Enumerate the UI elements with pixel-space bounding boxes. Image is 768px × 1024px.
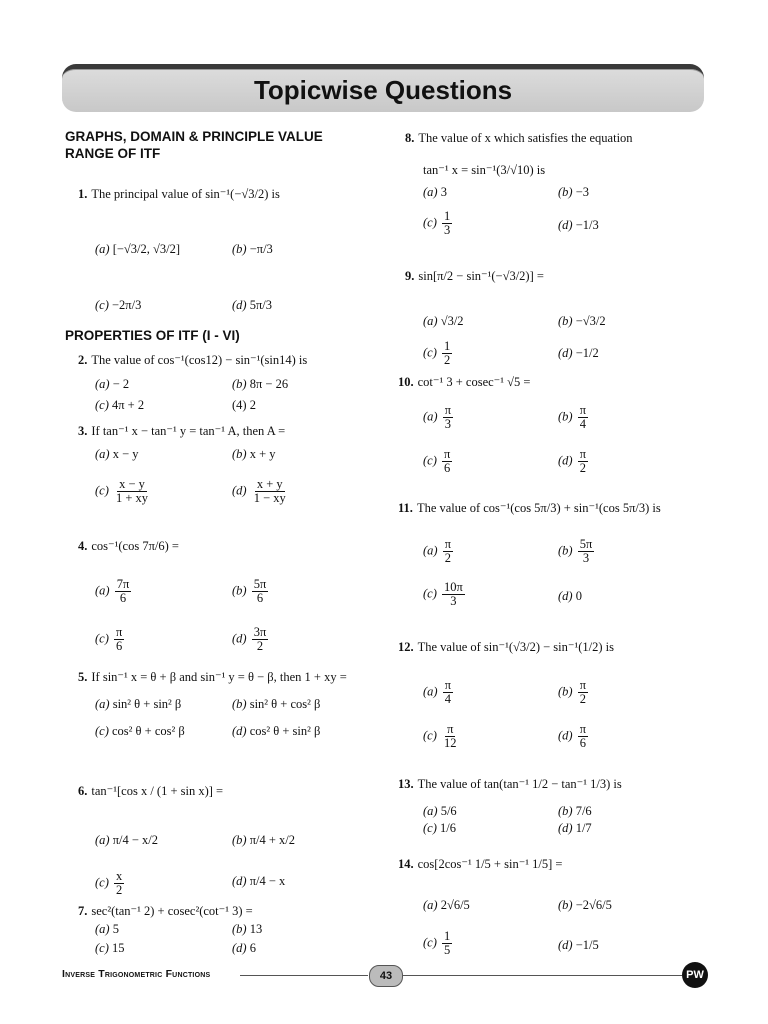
q10-option-b: (b) $\frac{\pi}{4}$ xyxy=(558,403,587,431)
q8-option-a: (a) 3 xyxy=(423,185,447,199)
question-14: 14. cos[2cos⁻¹ 1/5 + sin⁻¹ 1/5] = xyxy=(398,857,563,871)
q12-option-a: (a) $\frac{\pi}{4}$ xyxy=(423,678,452,706)
page-number: 43 xyxy=(369,965,403,987)
q6-option-b: (b) π/4 + x/2 xyxy=(232,833,296,847)
q8-option-b: (b) −3 xyxy=(558,185,590,199)
q2-option-a: (a) − 2 xyxy=(95,377,130,391)
footer-rule-left xyxy=(240,975,368,976)
q12-option-b: (b) $\frac{\pi}{2}$ xyxy=(558,678,587,706)
q3-option-d: (d) $\frac{x + y}{1 - xy}$ xyxy=(232,477,286,505)
q3-option-a: (a) x − y xyxy=(95,447,139,461)
question-4: 4. cos⁻¹(cos 7π/6) = xyxy=(78,539,179,553)
q5-option-a: (a) sin² θ + sin² β xyxy=(95,697,182,711)
q1-option-a: (a) [−√3/2, √3/2] xyxy=(95,242,180,256)
q13-option-c: (c) 1/6 xyxy=(423,821,456,835)
q5-option-b: (b) sin² θ + cos² β xyxy=(232,697,321,711)
q13-option-d: (d) 1/7 xyxy=(558,821,592,835)
q8-option-d: (d) −1/3 xyxy=(558,218,599,232)
q2-option-b: (b) 8π − 26 xyxy=(232,377,289,391)
q9-option-a: (a) √3/2 xyxy=(423,314,464,328)
q11-option-c: (c) $\frac{10\pi}{3}$ xyxy=(423,580,463,608)
question-13: 13. The value of tan(tan⁻¹ 1/2 − tan⁻¹ 1/3) is xyxy=(398,777,622,791)
q9-option-b: (b) −√3/2 xyxy=(558,314,606,328)
q7-option-c: (c) 15 xyxy=(95,941,125,955)
q6-option-a: (a) π/4 − x/2 xyxy=(95,833,159,847)
q1-option-b: (b) −π/3 xyxy=(232,242,273,256)
q7-option-a: (a) 5 xyxy=(95,922,119,936)
q14-option-d: (d) −1/5 xyxy=(558,938,599,952)
q6-option-d: (d) π/4 − x xyxy=(232,874,286,888)
question-8: 8. The value of x which satisfies the equation xyxy=(405,131,633,145)
q9-option-c: (c) $\frac{1}{2}$ xyxy=(423,339,451,367)
q14-option-b: (b) −2√6/5 xyxy=(558,898,612,912)
question-2: 2. The value of cos⁻¹(cos12) − sin⁻¹(sin14) is xyxy=(78,353,308,367)
q3-option-c: (c) $\frac{x - y}{1 + xy}$ xyxy=(95,477,149,505)
q11-option-a: (a) $\frac{\pi}{2}$ xyxy=(423,537,452,565)
title-banner xyxy=(62,64,704,112)
q6-option-c: (c) $\frac{x}{2}$ xyxy=(95,869,123,897)
question-9: 9. sin[π/2 − sin⁻¹(−√3/2)] = xyxy=(405,269,544,283)
q13-option-a: (a) 5/6 xyxy=(423,804,457,818)
q10-option-d: (d) $\frac{\pi}{2}$ xyxy=(558,447,587,475)
publisher-logo: PW xyxy=(682,962,708,988)
q11-option-b: (b) $\frac{5\pi}{3}$ xyxy=(558,537,593,565)
q10-option-a: (a) $\frac{\pi}{3}$ xyxy=(423,403,452,431)
q12-option-d: (d) $\frac{\pi}{6}$ xyxy=(558,722,587,750)
footer-chapter-title: Inverse Trigonometric Functions xyxy=(62,968,211,980)
q7-option-d: (d) 6 xyxy=(232,941,256,955)
q13-option-b: (b) 7/6 xyxy=(558,804,592,818)
section-heading-properties: PROPERTIES OF ITF (I - VI) xyxy=(65,328,240,343)
question-10: 10. cot⁻¹ 3 + cosec⁻¹ √5 = xyxy=(398,375,531,389)
q12-option-c: (c) $\frac{\pi}{12}$ xyxy=(423,722,457,750)
q4-option-c: (c) $\frac{\pi}{6}$ xyxy=(95,625,123,653)
question-5: 5. If sin⁻¹ x = θ + β and sin⁻¹ y = θ − β, then 1 + xy = xyxy=(78,670,347,684)
q10-option-c: (c) $\frac{\pi}{6}$ xyxy=(423,447,451,475)
q4-option-a: (a) $\frac{7\pi}{6}$ xyxy=(95,577,130,605)
q14-option-c: (c) $\frac{1}{5}$ xyxy=(423,929,451,957)
question-3: 3. If tan⁻¹ x − tan⁻¹ y = tan⁻¹ A, then A = xyxy=(78,424,286,438)
section-heading-graphs: GRAPHS, DOMAIN & PRINCIPLE VALUE RANGE OF ITF xyxy=(65,129,323,161)
footer-rule-right xyxy=(402,975,682,976)
q1-option-c: (c) −2π/3 xyxy=(95,298,142,312)
q8-option-c: (c) $\frac{1}{3}$ xyxy=(423,209,451,237)
question-7: 7. sec²(tan⁻¹ 2) + cosec²(cot⁻¹ 3) = xyxy=(78,904,253,918)
question-1: 1. The principal value of sin⁻¹(−√3/2) is xyxy=(78,187,280,201)
q5-option-d: (d) cos² θ + sin² β xyxy=(232,724,321,738)
q4-option-b: (b) $\frac{5\pi}{6}$ xyxy=(232,577,267,605)
q2-option-d: (4) 2 xyxy=(232,398,256,412)
q4-option-d: (d) $\frac{3\pi}{2}$ xyxy=(232,625,267,653)
q1-option-d: (d) 5π/3 xyxy=(232,298,272,312)
question-8-equation: tan⁻¹ x = sin⁻¹(3/√10) is xyxy=(423,163,546,177)
question-6: 6. tan⁻¹[cos x / (1 + sin x)] = xyxy=(78,784,224,798)
q14-option-a: (a) 2√6/5 xyxy=(423,898,470,912)
question-11: 11. The value of cos⁻¹(cos 5π/3) + sin⁻¹(cos 5π/3) is xyxy=(398,501,661,515)
q7-option-b: (b) 13 xyxy=(232,922,263,936)
page-title: Topicwise Questions xyxy=(253,75,513,105)
q2-option-c: (c) 4π + 2 xyxy=(95,398,145,412)
q5-option-c: (c) cos² θ + cos² β xyxy=(95,724,185,738)
q3-option-b: (b) x + y xyxy=(232,447,276,461)
q11-option-d: (d) 0 xyxy=(558,589,582,603)
q9-option-d: (d) −1/2 xyxy=(558,346,599,360)
question-12: 12. The value of sin⁻¹(√3/2) − sin⁻¹(1/2) is xyxy=(398,640,614,654)
